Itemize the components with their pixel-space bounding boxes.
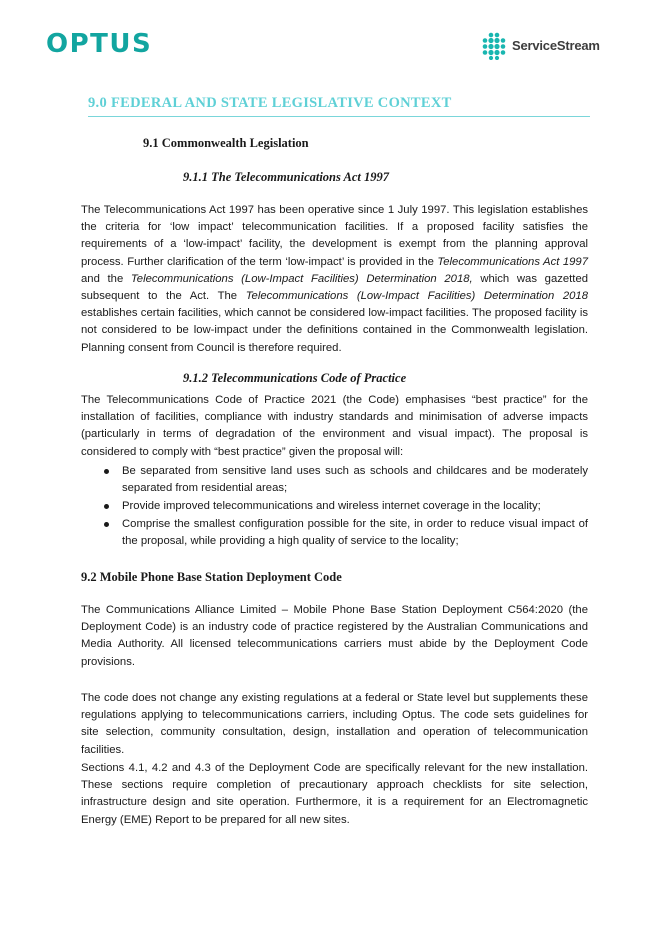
bullet-icon — [104, 522, 109, 527]
paragraph-deployment-sections: Sections 4.1, 4.2 and 4.3 of the Deployment Code are specifically relevant for the new installation. These sections require completion of precautionary approach checklists for site selection, infrastructure design and site operation. Furthermore, it is a requirement for an Electromagnetic Energy (EME) Report to be prepared for all new sites. — [81, 762, 588, 826]
para1-text-g: establishes certain facilities, which cannot be considered low-impact facilities. The proposed facility is not considered to be low-impact under the definitions contained in the Commonwealth legislation. Planning consent from Council is therefore required. — [81, 307, 588, 354]
servicestream-dots-icon — [482, 32, 510, 60]
list-item — [81, 498, 588, 515]
optus-logo: OPTUS — [46, 29, 153, 59]
subheading-9-1-1: 9.1.1 The Telecommunications Act 1997 — [183, 170, 390, 184]
servicestream-wordmark: ServiceStream — [512, 38, 600, 53]
section-heading: 9.0 FEDERAL AND STATE LEGISLATIVE CONTEXT — [88, 95, 590, 117]
para1-text-e: which was gazetted subsequent to the Act. The — [81, 272, 589, 303]
bullet-icon — [104, 469, 109, 474]
list-item — [81, 516, 588, 550]
paragraph-code-regulations: The code does not change any existing regulations at a federal or State level but supplements these regulations applying to telecommunications carriers, including Optus. The code sets guidelines for site selection, community consultation, design, installation and operation of telecommunication facilities. — [81, 692, 588, 756]
list-item — [81, 463, 588, 497]
subheading-9-1-2: 9.1.2 Telecommunications Code of Practice — [183, 371, 407, 385]
para1-text-a: The Telecommunications Act 1997 has been operative since 1 July 1997. This legislation establishes the criteria for ‘low impact’ telecommunication facilities. If a proposed facility satisfies the requirements of a ‘low-impact’ facility, the development is exempt from the planning approval process. Further clarification of the term ‘low-impact’ is provided in the — [81, 204, 588, 268]
best-practice-list — [81, 463, 588, 551]
paragraph-telecom-act — [81, 202, 588, 357]
list-item-text: Be separated from sensitive land uses such as schools and childcares and be moderately separated from residential areas; — [122, 465, 588, 495]
list-item-text: Comprise the smallest configuration possible for the site, in order to reduce visual impact of the proposal, while providing a high quality of service to the locality; — [122, 518, 588, 548]
paragraph-code-of-practice: The Telecommunications Code of Practice 2021 (the Code) emphasises “best practice” for the installation of facilities, compliance with industry standards and minimisation of adverse impacts (particularly in terms of degradation of the environment and visual impact). The proposal is considered to comply with “best practice” given the proposal will: — [81, 394, 588, 458]
para1-text-c: and the — [81, 272, 131, 285]
subheading-9-2: 9.2 Mobile Phone Base Station Deployment Code — [81, 570, 342, 584]
para1-act-title: Telecommunications Act 1997 — [437, 255, 588, 268]
para1-determination-title: Telecommunications (Low-Impact Facilities) Determination 2018, — [130, 272, 473, 285]
para1-determination-title-2: Telecommunications (Low-Impact Facilities) Determination 2018 — [245, 290, 588, 303]
subheading-9-1: 9.1 Commonwealth Legislation — [143, 136, 309, 150]
list-item-text: Provide improved telecommunications and wireless internet coverage in the locality; — [122, 500, 541, 513]
page-header — [0, 0, 669, 80]
bullet-icon — [104, 504, 109, 509]
paragraph-deployment-code: The Communications Alliance Limited – Mobile Phone Base Station Deployment C564:2020 (the Deployment Code) is an industry code of practice registered by the Australian Communications and Media Authority. All licensed telecommunications carriers must abide by the Deployment Code provisions. — [81, 604, 588, 668]
